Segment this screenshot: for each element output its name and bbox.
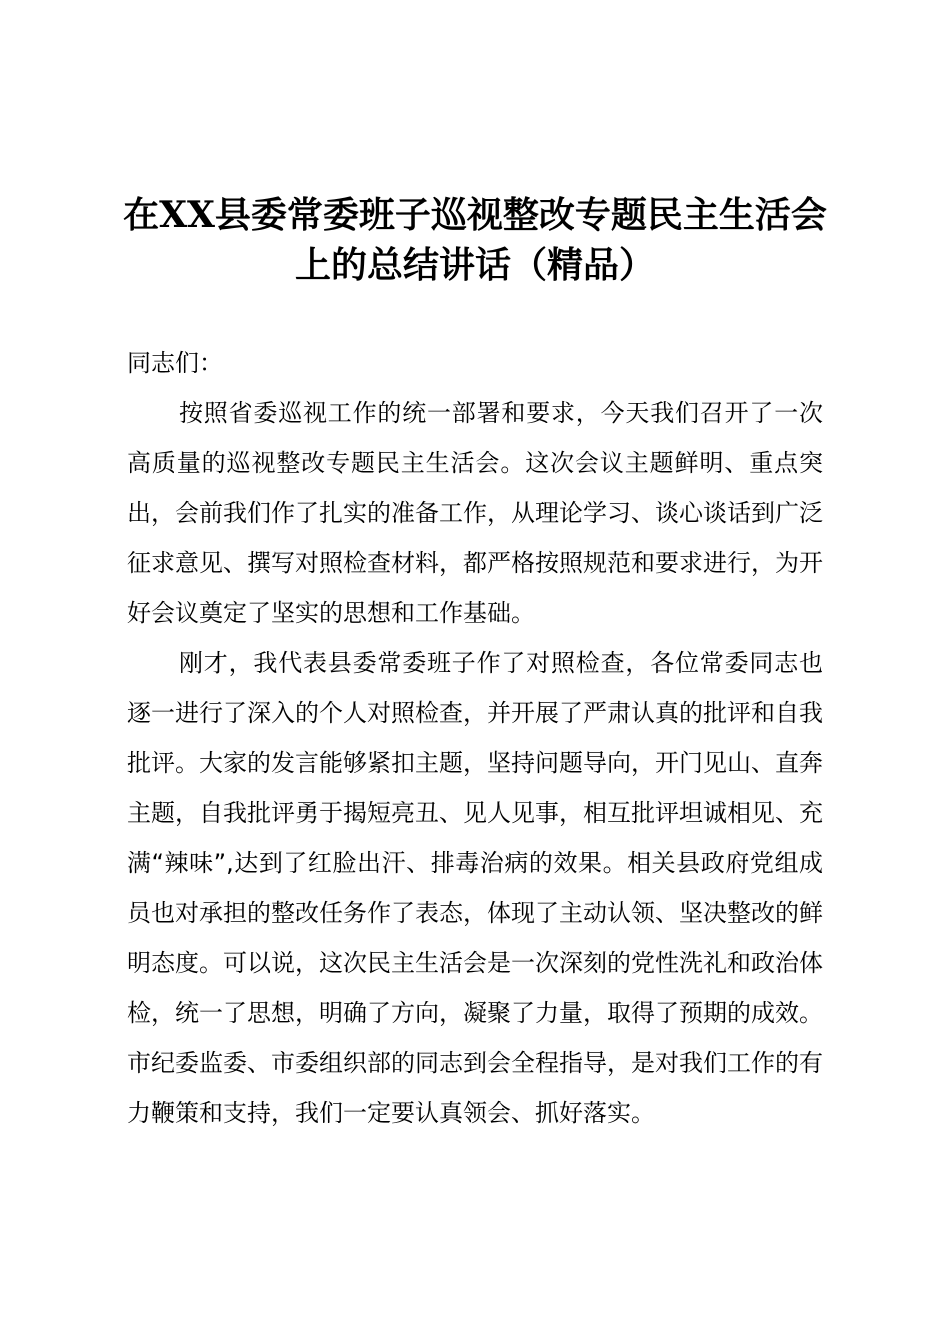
paragraph-1: 按照省委巡视工作的统一部署和要求，今天我们召开了一次高质量的巡视整改专题民主生活会。这次会议主题鲜明、重点突出，会前我们作了扎实的准备工作，从理论学习、谈心谈话到广泛征求意见、撰写对照检查材料，都严格按照规范和要求进行，为开好会议奠定了坚实的思想和工作基础。 xyxy=(127,399,823,627)
paragraph-2: 刚才，我代表县委常委班子作了对照检查，各位常委同志也逐一进行了深入的个人对照检查，并开展了严肃认真的批评和自我批评。大家的发言能够紧扣主题，坚持问题导向，开门见山、直奔主题，自我批评勇于揭短亮丑、见人见事，相互批评坦诚相见、充满“辣味”,达到了红脸出汗、排毒治病的效果。相关县政府党组成员也对承担的整改任务作了表态，体现了主动认领、坚决整改的鲜明态度。可以说，这次民主生活会是一次深刻的党性洗礼和政治体检，统一了思想，明确了方向，凝聚了力量，取得了预期的成效。市纪委监委、市委组织部的同志到会全程指导，是对我们工作的有力鞭策和支持，我们一定要认真领会、抓好落实。 xyxy=(127,649,823,1127)
document-body xyxy=(127,338,823,1138)
salutation: 同志们： xyxy=(127,349,223,377)
document-title: 在XX县委常委班子巡视整改专题民主生活会上的总结讲话（精品） xyxy=(123,194,827,286)
